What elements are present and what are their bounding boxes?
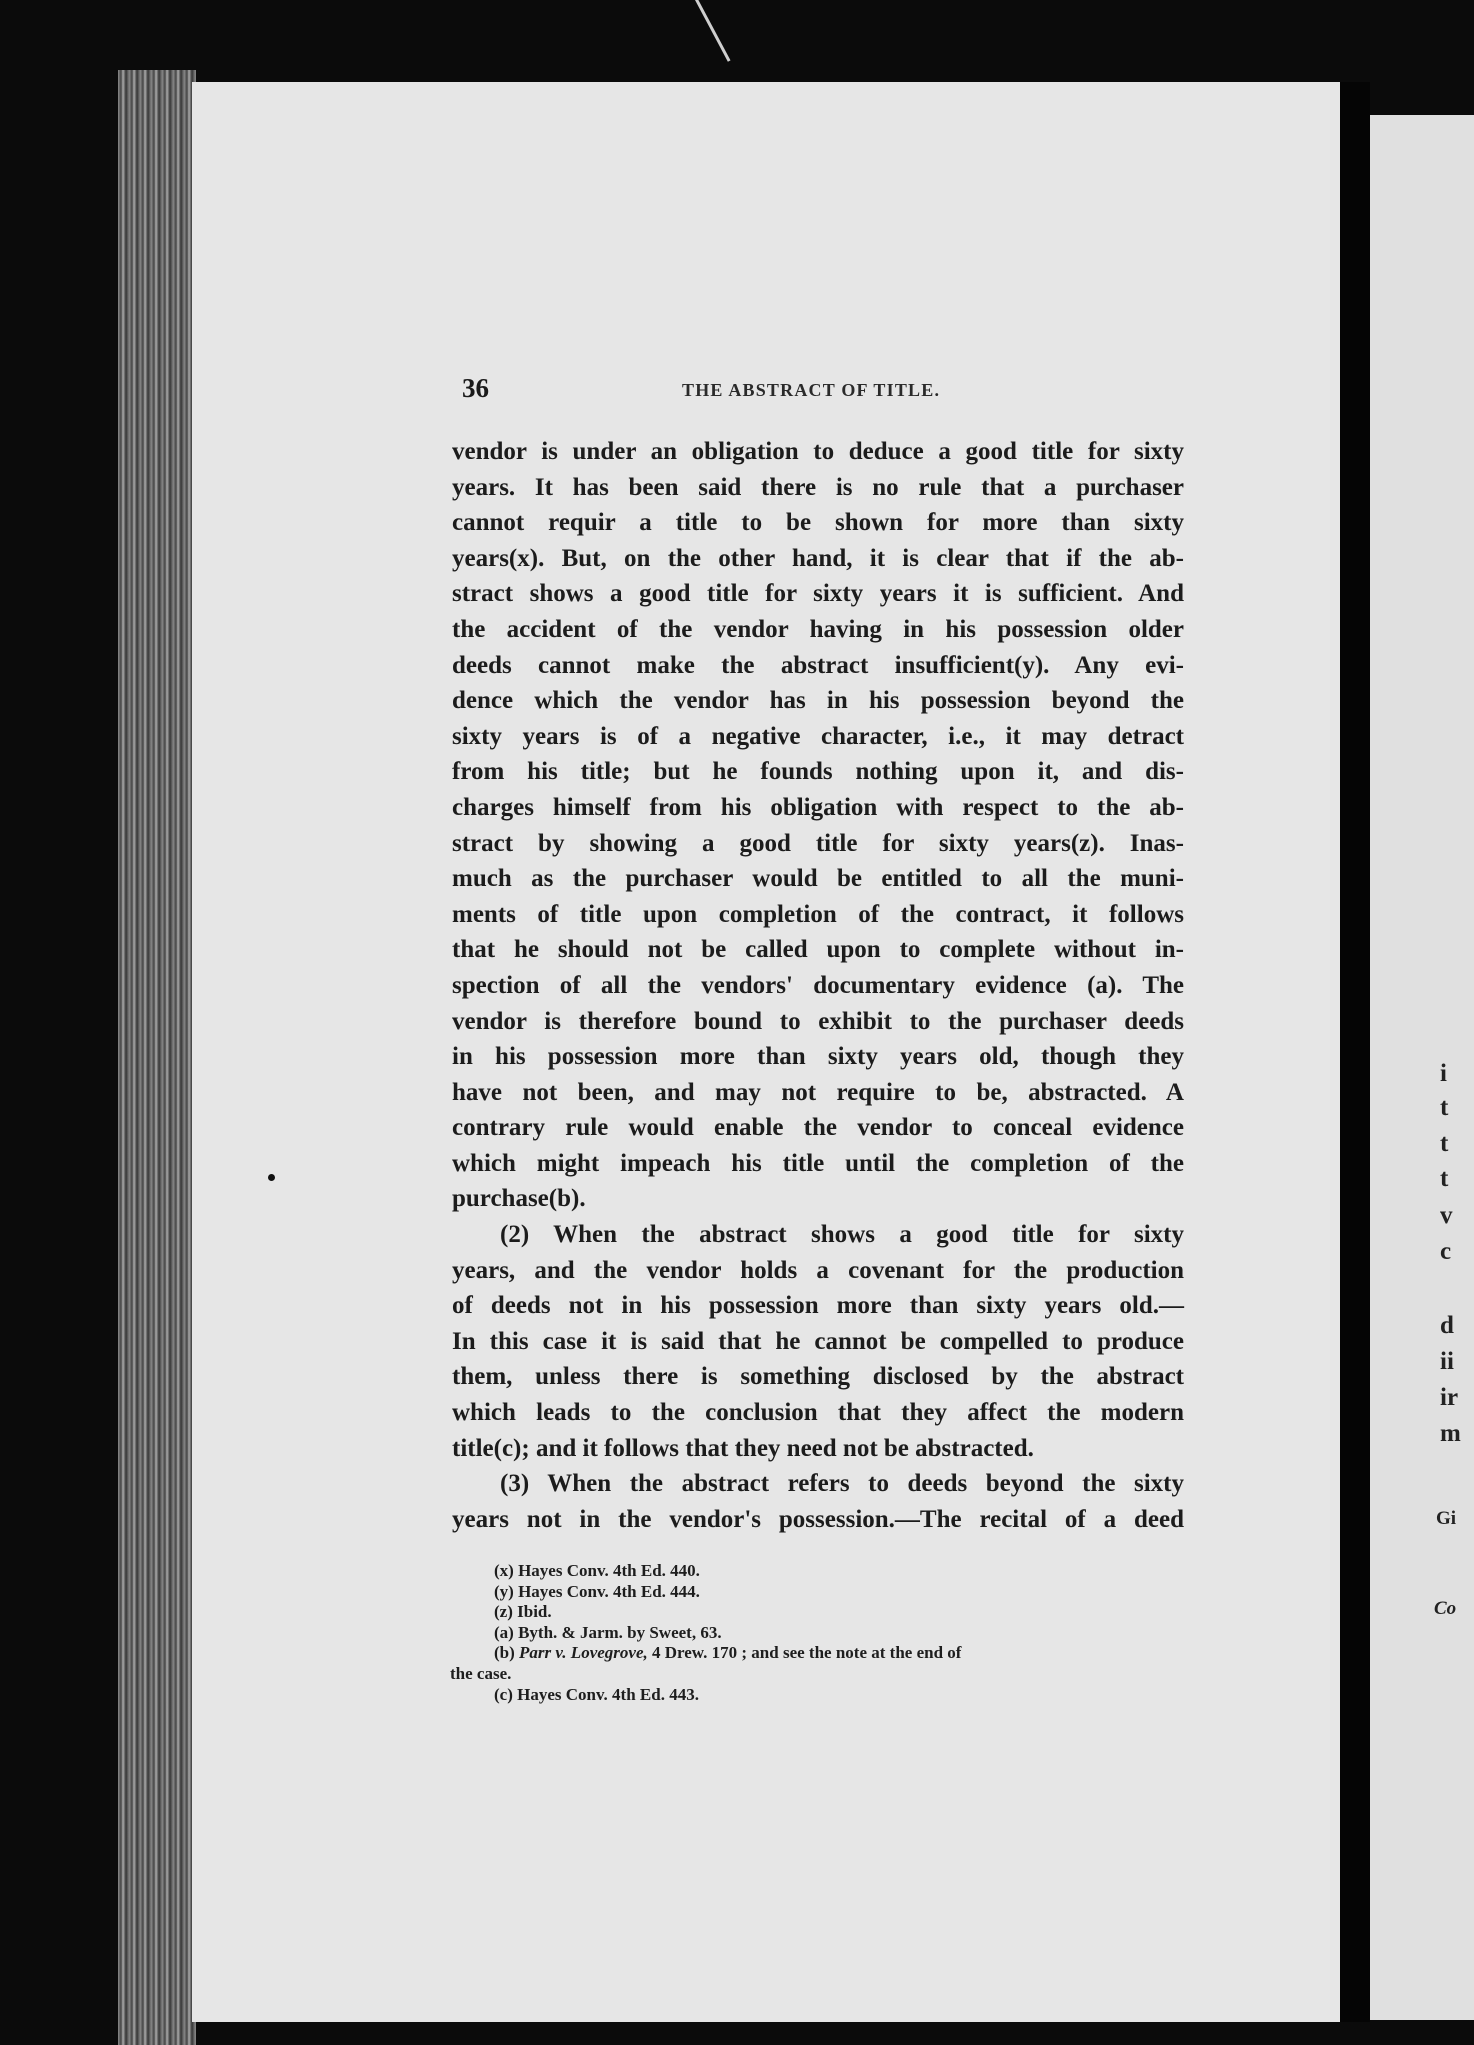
text-line: which might impeach his title until the completion of the (452, 1149, 1184, 1177)
footnote-a: (a) Byth. & Jarm. by Sweet, 63. (494, 1622, 722, 1642)
footnote-b-label: (b) (494, 1643, 515, 1663)
text-line: (3) When the abstract refers to deeds beyond the sixty (500, 1470, 1184, 1498)
text-line: In this case it is said that he cannot be compelled to produce (452, 1327, 1184, 1355)
footnote-c: (c) Hayes Conv. 4th Ed. 443. (494, 1684, 699, 1704)
loose-thread (695, 0, 731, 62)
text-line: dence which the vendor has in his possession beyond the (452, 687, 1184, 715)
footnote-b (450, 1643, 1184, 1664)
facing-page-fragment: t (1440, 1130, 1449, 1157)
page-gutter (1340, 82, 1370, 2022)
facing-page-fragment: Gi (1436, 1508, 1457, 1529)
text-line: stract by showing a good title for sixty years(z). Inas- (452, 829, 1184, 857)
facing-page-fragment: v (1440, 1202, 1453, 1229)
text-line: purchase(b). (452, 1185, 586, 1213)
text-line: (2) When the abstract shows a good title for sixty (500, 1221, 1184, 1249)
facing-page-fragment: t (1440, 1165, 1449, 1192)
text-line: in his possession more than sixty years old, though they (452, 1043, 1184, 1071)
text-line: from his title; but he founds nothing upon it, and dis- (452, 758, 1184, 786)
text-line: title(c); and it follows that they need not be abstracted. (452, 1434, 1034, 1462)
text-line: which leads to the conclusion that they affect the modern (452, 1399, 1184, 1427)
footnote-b-case: Parr v. Lovegrove, (519, 1643, 648, 1663)
text-line: years not in the vendor's possession.—The recital of a deed (452, 1505, 1184, 1533)
text-line: years. It has been said there is no rule that a purchaser (452, 473, 1184, 501)
page-number: 36 (462, 373, 489, 403)
footnote-y: (y) Hayes Conv. 4th Ed. 444. (494, 1581, 700, 1601)
text-line: have not been, and may not require to be, abstracted. A (452, 1078, 1184, 1106)
body-text (452, 434, 1184, 1537)
footnote-b-continuation: the case. (450, 1663, 512, 1683)
text-line: much as the purchaser would be entitled to all the muni- (452, 865, 1184, 893)
text-line: deeds cannot make the abstract insufficient(y). Any evi- (452, 651, 1184, 679)
text-line: sixty years is of a negative character, i.e., it may detract (452, 722, 1184, 750)
footnote-z: (z) Ibid. (494, 1602, 552, 1622)
text-line: spection of all the vendors' documentary evidence (a). The (452, 971, 1184, 999)
text-line: ments of title upon completion of the contract, it follows (452, 900, 1184, 928)
facing-page-fragment: i (1440, 1060, 1447, 1087)
text-line: of deeds not in his possession more than sixty years old.— (452, 1292, 1184, 1320)
text-line: vendor is therefore bound to exhibit to the purchaser deeds (452, 1007, 1184, 1035)
text-line: the accident of the vendor having in his possession older (452, 615, 1184, 643)
speck-mark (268, 1174, 275, 1181)
text-line: charges himself from his obligation with respect to the ab- (452, 793, 1184, 821)
text-line: years(x). But, on the other hand, it is clear that if the ab- (452, 544, 1184, 572)
text-line: that he should not be called upon to complete without in- (452, 936, 1184, 964)
book-spine-edge (118, 70, 196, 2045)
right-page-edge (1370, 115, 1474, 2020)
running-title: THE ABSTRACT OF TITLE. (682, 380, 941, 400)
facing-page-fragment: ir (1440, 1384, 1459, 1411)
facing-page-fragment: ii (1440, 1348, 1454, 1375)
footnote-b-rest: 4 Drew. 170 ; and see the note at the end of (652, 1643, 962, 1663)
text-line: contrary rule would enable the vendor to conceal evidence (452, 1114, 1184, 1142)
facing-page-fragment: Co (1434, 1598, 1457, 1619)
text-line: years, and the vendor holds a covenant for the production (452, 1256, 1184, 1284)
footnotes (450, 1561, 1184, 1705)
facing-page-fragment: d (1440, 1312, 1454, 1339)
text-line: them, unless there is something disclosed by the abstract (452, 1363, 1184, 1391)
facing-page-fragment: m (1440, 1420, 1461, 1447)
text-line: vendor is under an obligation to deduce a good title for sixty (452, 438, 1184, 465)
footnote-x: (x) Hayes Conv. 4th Ed. 440. (494, 1561, 700, 1580)
facing-page-fragment: c (1440, 1238, 1452, 1265)
text-line: cannot requir a title to be shown for more than sixty (452, 509, 1184, 537)
text-line: stract shows a good title for sixty years it is sufficient. And (452, 580, 1184, 608)
facing-page-fragment: t (1440, 1094, 1449, 1121)
